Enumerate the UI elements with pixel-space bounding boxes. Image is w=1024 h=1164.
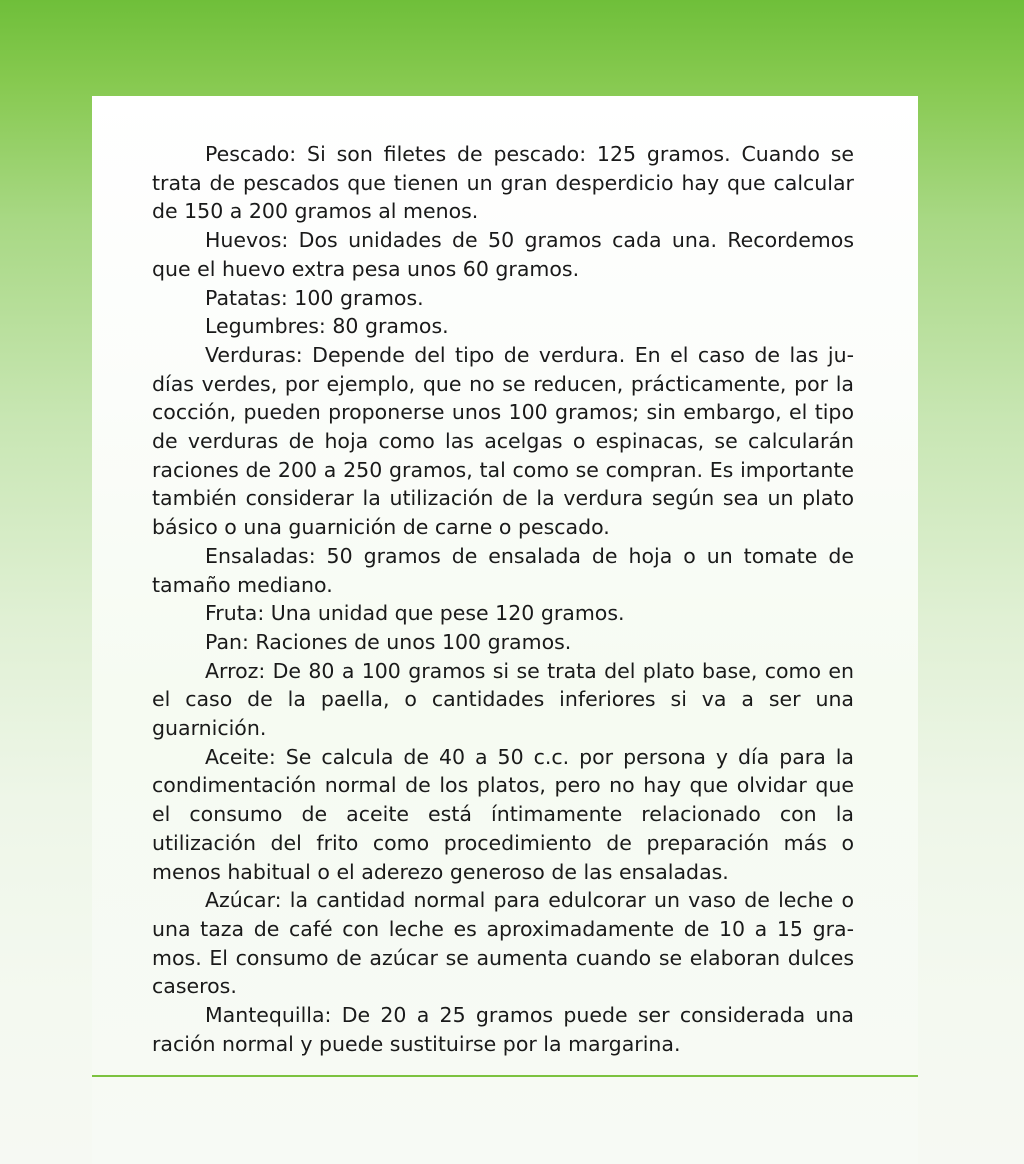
- paragraph-mantequilla: Mantequilla: De 20 a 25 gramos puede ser considerada una ración normal y puede sustituirse por la margarina.: [152, 1003, 854, 1056]
- paragraph-azucar: Azúcar: la cantidad normal para edulcorar un vaso de leche o una taza de café con leche es aproximadamente de 10 a 15 gramos. El consumo de azúcar se aumenta cuando se elaboran dulces caseros.: [152, 888, 854, 999]
- paragraph-patatas: Patatas: 100 gramos.: [205, 285, 424, 310]
- paragraph-ensaladas: Ensaladas: 50 gramos de ensalada de hoja o un tomate de tamaño mediano.: [152, 543, 854, 597]
- paragraph-arroz: Arroz: De 80 a 100 gramos si se trata del plato base, como en el caso de la paella, o cantidades inferiores si va a ser una guarnición.: [152, 658, 854, 741]
- body-text: [152, 140, 854, 1059]
- paragraph-verduras: Verduras: Depende del tipo de verdura. En el caso de las judías verdes, por ejemplo, que no se reducen, prácticamente, por la cocción, pueden proponerse unos 100 gramos; sin embargo, el tipo de verduras de hoja como las acelgas o espinacas, se calcularán raciones de 200 a 250 gramos, tal como se compran. Es importante también considerar la utilización de la verdura según sea un plato básico o una guarnición de carne o pescado.: [152, 342, 854, 540]
- paragraph-huevos: Huevos: Dos unidades de 50 gramos cada una. Recordemos que el huevo extra pesa unos 60 gramos.: [152, 228, 854, 281]
- paragraph-fruta: Fruta: Una unidad que pese 120 gramos.: [205, 601, 625, 626]
- paragraph-legumbres: Legumbres: 80 gramos.: [205, 314, 449, 339]
- page-panel: [92, 96, 918, 1164]
- paragraph-pan: Pan: Raciones de unos 100 gramos.: [205, 629, 572, 654]
- footer-rule: [92, 1075, 918, 1077]
- paragraph-pescado: Pescado: Si son filetes de pescado: 125 gramos. Cuando se trata de pescados que tienen un gran desperdicio hay que calcular de 150 a 200 gramos al menos.: [152, 142, 854, 224]
- paragraph-aceite: Aceite: Se calcula de 40 a 50 c.c. por persona y día para la condimentación normal de los platos, pero no hay que olvidar que el consumo de aceite está íntimamente relacionado con la utilización del frito como procedimiento de preparación más o menos habitual o el aderezo generoso de las ensaladas.: [152, 744, 854, 884]
